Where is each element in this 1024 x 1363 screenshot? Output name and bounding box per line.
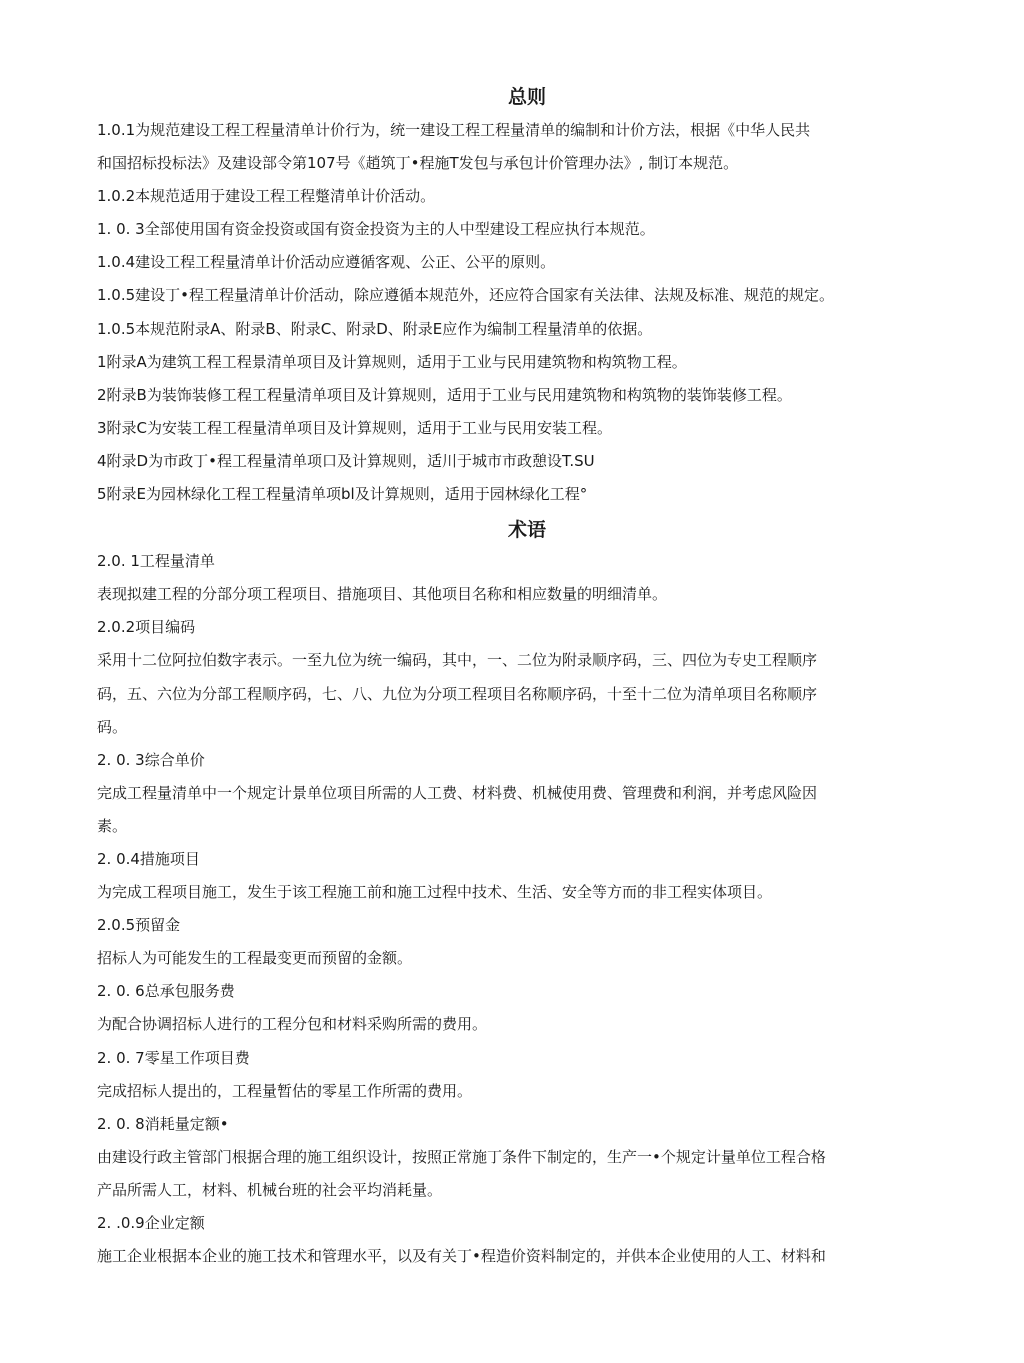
text-line: 1. 0. 3全部使用国有资金投资或国有资金投资为主的人中型建设工程应执行本规范。 [97, 220, 655, 239]
term-number: 2. .0.9企业定额 [97, 1214, 205, 1232]
section-heading-general: 总则 [507, 86, 546, 108]
section-body-general [97, 114, 947, 511]
term-number: 2.0. 1工程量清单 [97, 552, 215, 571]
text-line: 1.0.1为规范建设工程工程量清单计价行为，统一建设工程工程量清单的编制和计价方法，根据《中华人民共 [97, 121, 811, 139]
term-definition: 为完成工程项目施工，发生于该工程施工前和施工过程中技术、生活、安全等方而的非工程实体项目。 [97, 883, 773, 902]
term-definition: 采用十二位阿拉伯数字表示。一至九位为统一编码，其中，一、二位为附录顺序码，三、四位为专史工程顺序 [97, 651, 818, 670]
text-line: 4附录D为市政丁•程工程量清单项口及计算规则，适川于城市市政憩设T.SU [97, 451, 595, 470]
term-definition: 素。 [97, 816, 128, 835]
term-definition: 招标人为可能发生的工程最变更而预留的金额。 [97, 949, 413, 968]
term-number: 2. 0.4措施项目 [97, 849, 200, 868]
term-definition: 码，五、六位为分部工程顺序码，七、八、九位为分项工程项目名称顺序码，十至十二位为清单项目名称顺序 [97, 684, 818, 703]
term-definition: 产品所需人工，材料、机械台班的社会平均消耗量。 [97, 1180, 443, 1199]
term-definition: 表现拟建工程的分部分项工程项目、措施项目、其他项目名称和相应数量的明细清单。 [97, 585, 668, 604]
text-line: 2附录B为装饰装修工程工程量清单项目及计算规则，适用于工业与民用建筑物和构筑物的装饰装修工程。 [97, 385, 792, 404]
section-heading-terms: 术语 [507, 519, 546, 542]
text-line: 1附录A为建筑工程工程景清单项目及计算规则，适用于工业与民用建筑物和构筑物工程。 [97, 352, 687, 371]
text-line: 1.0.5本规范附录A、附录B、附录C、附录D、附录E应作为编制工程量清单的依据。 [97, 319, 653, 338]
term-definition: 完成工程量清单中一个规定计景单位项目所需的人工费、材料费、机械使用费、管理费和利润，并考虑风险因 [97, 783, 818, 802]
term-number: 2. 0. 7零星工作项目费 [97, 1048, 250, 1067]
term-definition: 由建设行政主管部门根据合理的施工组织设计，按照正常施丁条件下制定的，生产一•个规定计量单位工程合格 [97, 1147, 826, 1166]
document-page [97, 82, 947, 1273]
section-body-terms [97, 545, 947, 1273]
term-definition: 完成招标人提出的，工程量暂估的零星工作所需的费用。 [97, 1081, 473, 1100]
term-number: 2. 0. 8消耗量定额• [97, 1114, 229, 1133]
term-number: 2. 0. 6总承包服务费 [97, 982, 235, 1001]
text-line: 1.0.4建设工程工程量清单计价活动应遵循客观、公正、公平的原则。 [97, 253, 556, 272]
term-definition: 施工企业根据本企业的施工技术和管理水平，以及有关丁•程造价资料制定的，并供本企业使用的人工、材料和 [97, 1247, 826, 1266]
text-line: 3附录C为安装工程工程量清单项目及计算规则，适用于工业与民用安装工程。 [97, 418, 613, 437]
term-number: 2. 0. 3综合单价 [97, 750, 205, 769]
text-line: 5附录E为园林绿化工程工程量清单项bl及计算规则，适用于园林绿化工程° [97, 485, 588, 504]
term-number: 2.0.5预留金 [97, 916, 181, 935]
text-line: 和国招标投标法》及建设部令第107号《趙筑丁•程施T发包与承包计价管理办法》, 制订本规范。 [97, 154, 739, 173]
term-definition: 码。 [97, 717, 128, 736]
text-line: 1.0.5建设丁•程工程量清单计价活动，除应遵循本规范外，还应符合国家有关法律、法规及标准、规范的规定。 [97, 286, 835, 305]
term-number: 2.0.2项目编码 [97, 618, 196, 637]
term-definition: 为配合协调招标人进行的工程分包和材料采购所需的费用。 [97, 1015, 488, 1034]
text-line: 1.0.2本规范适用于建设工程工程蹩清单计价活动。 [97, 187, 436, 206]
